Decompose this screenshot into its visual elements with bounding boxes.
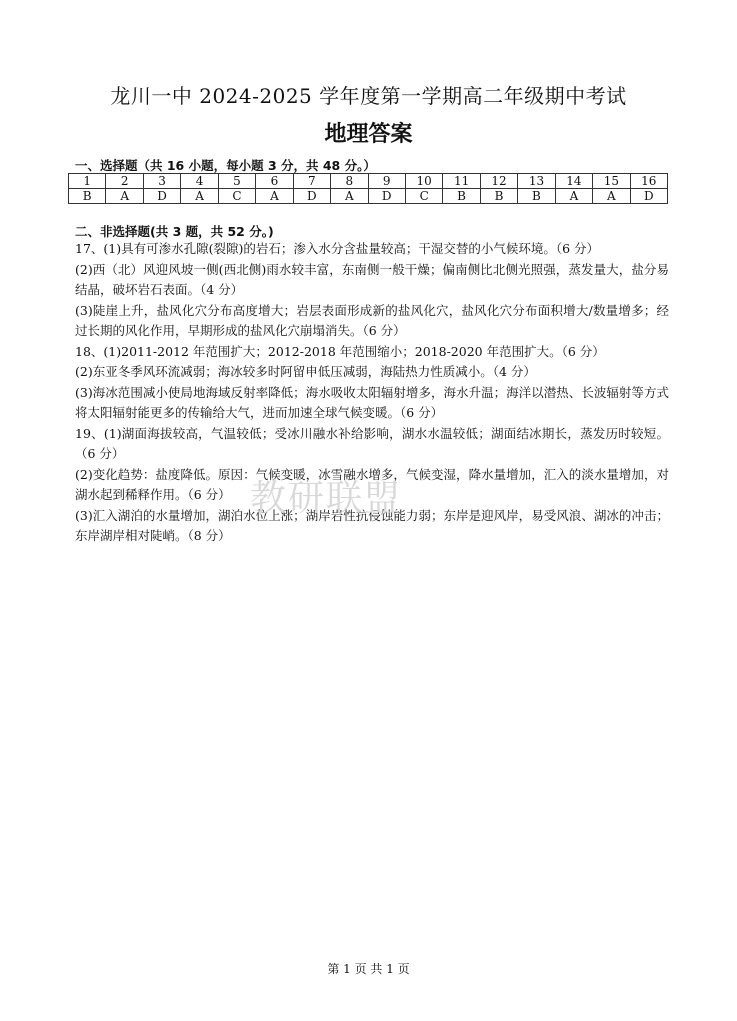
section-multiple-choice-heading: 一、选择题（共 16 小题，每小题 3 分，共 48 分。） xyxy=(75,158,376,173)
answer-cell: A xyxy=(331,189,368,204)
question-number-cell: 14 xyxy=(555,174,592,189)
answer-paragraph-17-3: (3)陡崖上升，盐风化穴分布高度增大；岩层表面形成新的盐风化穴，盐风化穴分布面积增大/数量增多；经过长期的风化作用，早期形成的盐风化穴崩塌消失。（6 分） xyxy=(75,302,669,338)
question-number-cell: 4 xyxy=(181,174,218,189)
question-number-cell: 12 xyxy=(480,174,517,189)
answer-cell: A xyxy=(181,189,218,204)
question-number-row xyxy=(69,174,668,189)
answer-paragraph-17-1: 17、(1)具有可渗水孔隙(裂隙)的岩石；渗入水分含盐量较高；干湿交替的小气候环境。（6 分） xyxy=(75,241,600,256)
question-number-cell: 3 xyxy=(143,174,180,189)
answer-cell: D xyxy=(368,189,405,204)
answer-cell: D xyxy=(143,189,180,204)
section-free-response-heading: 二、非选择题(共 3 题，共 52 分。) xyxy=(75,224,274,239)
answer-cell: D xyxy=(630,189,667,204)
question-number-cell: 7 xyxy=(293,174,330,189)
answer-key-title: 地理答案 xyxy=(324,122,413,147)
question-number-cell: 15 xyxy=(593,174,630,189)
question-number-cell: 1 xyxy=(69,174,106,189)
question-number-cell: 13 xyxy=(518,174,555,189)
question-number-cell: 10 xyxy=(405,174,442,189)
question-number-cell: 2 xyxy=(106,174,143,189)
question-number-cell: 9 xyxy=(368,174,405,189)
answer-cell: A xyxy=(256,189,293,204)
question-number-cell: 11 xyxy=(443,174,480,189)
exam-title: 龙川一中 2024-2025 学年度第一学期高二年级期中考试 xyxy=(110,84,627,108)
page-footer: 第 1 页 共 1 页 xyxy=(327,962,410,976)
answer-paragraph-18-3: (3)海冰范围减小使局地海域反射率降低；海水吸收太阳辐射增多，海水升温；海洋以潜热、长波辐射等方式将太阳辐射能更多的传输给大气，进而加速全球气候变暖。（6 分） xyxy=(75,384,669,420)
question-number-cell: 6 xyxy=(256,174,293,189)
watermark: 教研联盟 xyxy=(250,478,403,519)
answer-row xyxy=(69,189,668,204)
answer-paragraph-19-2: (2)变化趋势：盐度降低。原因：气候变暖，冰雪融水增多，气候变湿，降水量增加，汇入的淡水量增加，对湖水起到稀释作用。（6 分） xyxy=(75,466,669,502)
answer-table xyxy=(68,173,668,204)
answer-cell: B xyxy=(480,189,517,204)
answer-cell: B xyxy=(69,189,106,204)
answer-cell: B xyxy=(443,189,480,204)
answer-paragraph-19-3: (3)汇入湖泊的水量增加，湖泊水位上涨；湖岸岩性抗侵蚀能力弱；东岸是迎风岸，易受风浪、湖冰的冲击；东岸湖岸相对陡峭。（8 分） xyxy=(75,507,669,543)
answer-paragraph-19-1: 19、(1)湖面海拔较高，气温较低；受冰川融水补给影响，湖水水温较低；湖面结冰期长，蒸发历时较短。（6 分） xyxy=(75,425,669,461)
answer-paragraph-18-1: 18、(1)2011-2012 年范围扩大；2012-2018 年范围缩小；2018-2020 年范围扩大。（6 分） xyxy=(75,343,605,359)
answer-cell: A xyxy=(555,189,592,204)
answer-cell: A xyxy=(593,189,630,204)
question-number-cell: 16 xyxy=(630,174,667,189)
answer-text-block xyxy=(75,239,669,547)
answer-paragraph-17-2: (2)西（北）风迎风坡一侧(西北侧)雨水较丰富，东南侧一般干燥；偏南侧比北侧光照强，蒸发量大，盐分易结晶，破坏岩石表面。（4 分） xyxy=(75,261,669,297)
answer-cell: C xyxy=(405,189,442,204)
question-number-cell: 8 xyxy=(331,174,368,189)
answer-cell: C xyxy=(218,189,255,204)
answer-cell: A xyxy=(106,189,143,204)
answer-cell: B xyxy=(518,189,555,204)
question-number-cell: 5 xyxy=(218,174,255,189)
answer-paragraph-18-2: (2)东亚冬季风环流减弱；海冰较多时阿留申低压减弱，海陆热力性质减小。（4 分） xyxy=(75,364,536,379)
answer-cell: D xyxy=(293,189,330,204)
